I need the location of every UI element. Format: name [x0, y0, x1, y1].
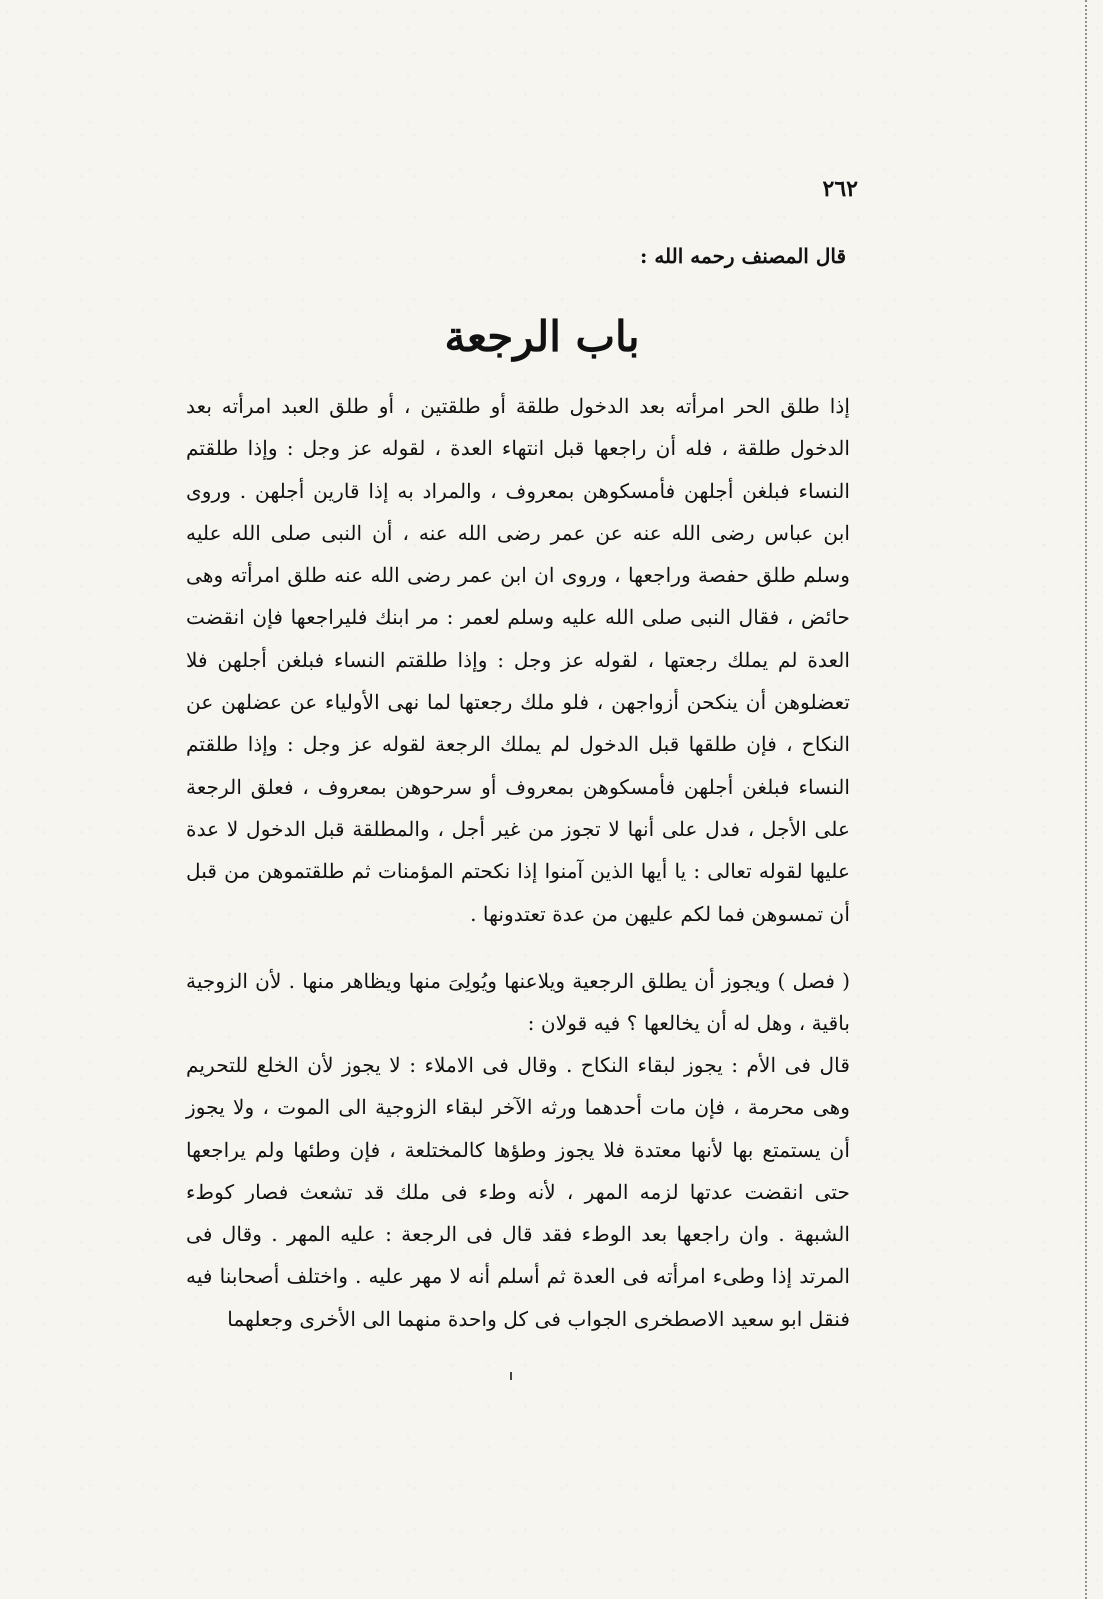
paragraph-discussion: قال فى الأم : يجوز لبقاء النكاح . وقال فى الاملاء : لا يجوز لأن الخلع للتحريم وهى محرمة ، فإن مات أحدهما ورثه الآخر لبقاء الزوجية الى الموت ، ولا يجوز أن يستمتع بها لأنها معتدة فلا يجوز وطؤها كالمختلعة ، فإن وطئها ولم يراجعها حتى انقضت عدتها لزمه المهر ، لأنه وطء فى ملك قد تشعث فصار كوطء الشبهة . وان راجعها بعد الوطء فقد قال فى الرجعة : عليه المهر . وقال فى المرتد إذا وطىء امرأته فى العدة ثم أسلم أنه لا مهر عليه . واختلف أصحابنا فيه فنقل ابو سعيد الاصطخرى الجواب فى كل واحدة منهما الى الأخرى وجعلهما [186, 1053, 850, 1331]
author-attribution: قال المصنف رحمه الله : [639, 244, 846, 268]
paragraph-section: ( فصل ) ويجوز أن يطلق الرجعية ويلاعنها ويُولِىَ منها ويظاهر منها . لأن الزوجية باقية ، وهل له أن يخالعها ؟ فيه قولان : [186, 969, 850, 1036]
page-edge-shadow [1085, 0, 1093, 1599]
chapter-title: باب الرجعة [444, 312, 640, 361]
page-number: ٢٦٢ [822, 176, 858, 202]
print-speck [510, 1372, 512, 1380]
paragraph-main: إذا طلق الحر امرأته بعد الدخول طلقة أو طلقتين ، أو طلق العبد امرأته بعد الدخول طلقة ، فله أن راجعها قبل انتهاء العدة ، لقوله عز وجل : وإذا طلقتم النساء فبلغن أجلهن فأمسكوهن بمعروف ، والمراد به إذا قارين أجلهن . وروى ابن عباس رضى الله عنه عن عمر رضى الله عنه ، أن النبى صلى الله عليه وسلم طلق حفصة وراجعها ، وروى ان ابن عمر رضى الله عنه طلق امرأته وهى حائض ، فقال النبى صلى الله عليه وسلم لعمر : مر ابنك فليراجعها فإن انقضت العدة لم يملك رجعتها ، لقوله عز وجل : وإذا طلقتم النساء فبلغن أجلهن فلا تعضلوهن أن ينكحن أزواجهن ، فلو ملك رجعتها لما نهى الأولياء عن عضلهن عن النكاح ، فإن طلقها قبل الدخول لم يملك الرجعة لقوله عز وجل : وإذا طلقتم النساء فبلغن أجلهن فأمسكوهن بمعروف أو سرحوهن بمعروف ، فعلق الرجعة على الأجل ، فدل على أنها لا تجوز من غير أجل ، والمطلقة قبل الدخول لا عدة عليها لقوله تعالى : يا أيها الذين آمنوا إذا نكحتم المؤمنات ثم طلقتموهن من قبل أن تمسوهن فما لكم عليهن من عدة تعتدونها . [186, 394, 850, 926]
